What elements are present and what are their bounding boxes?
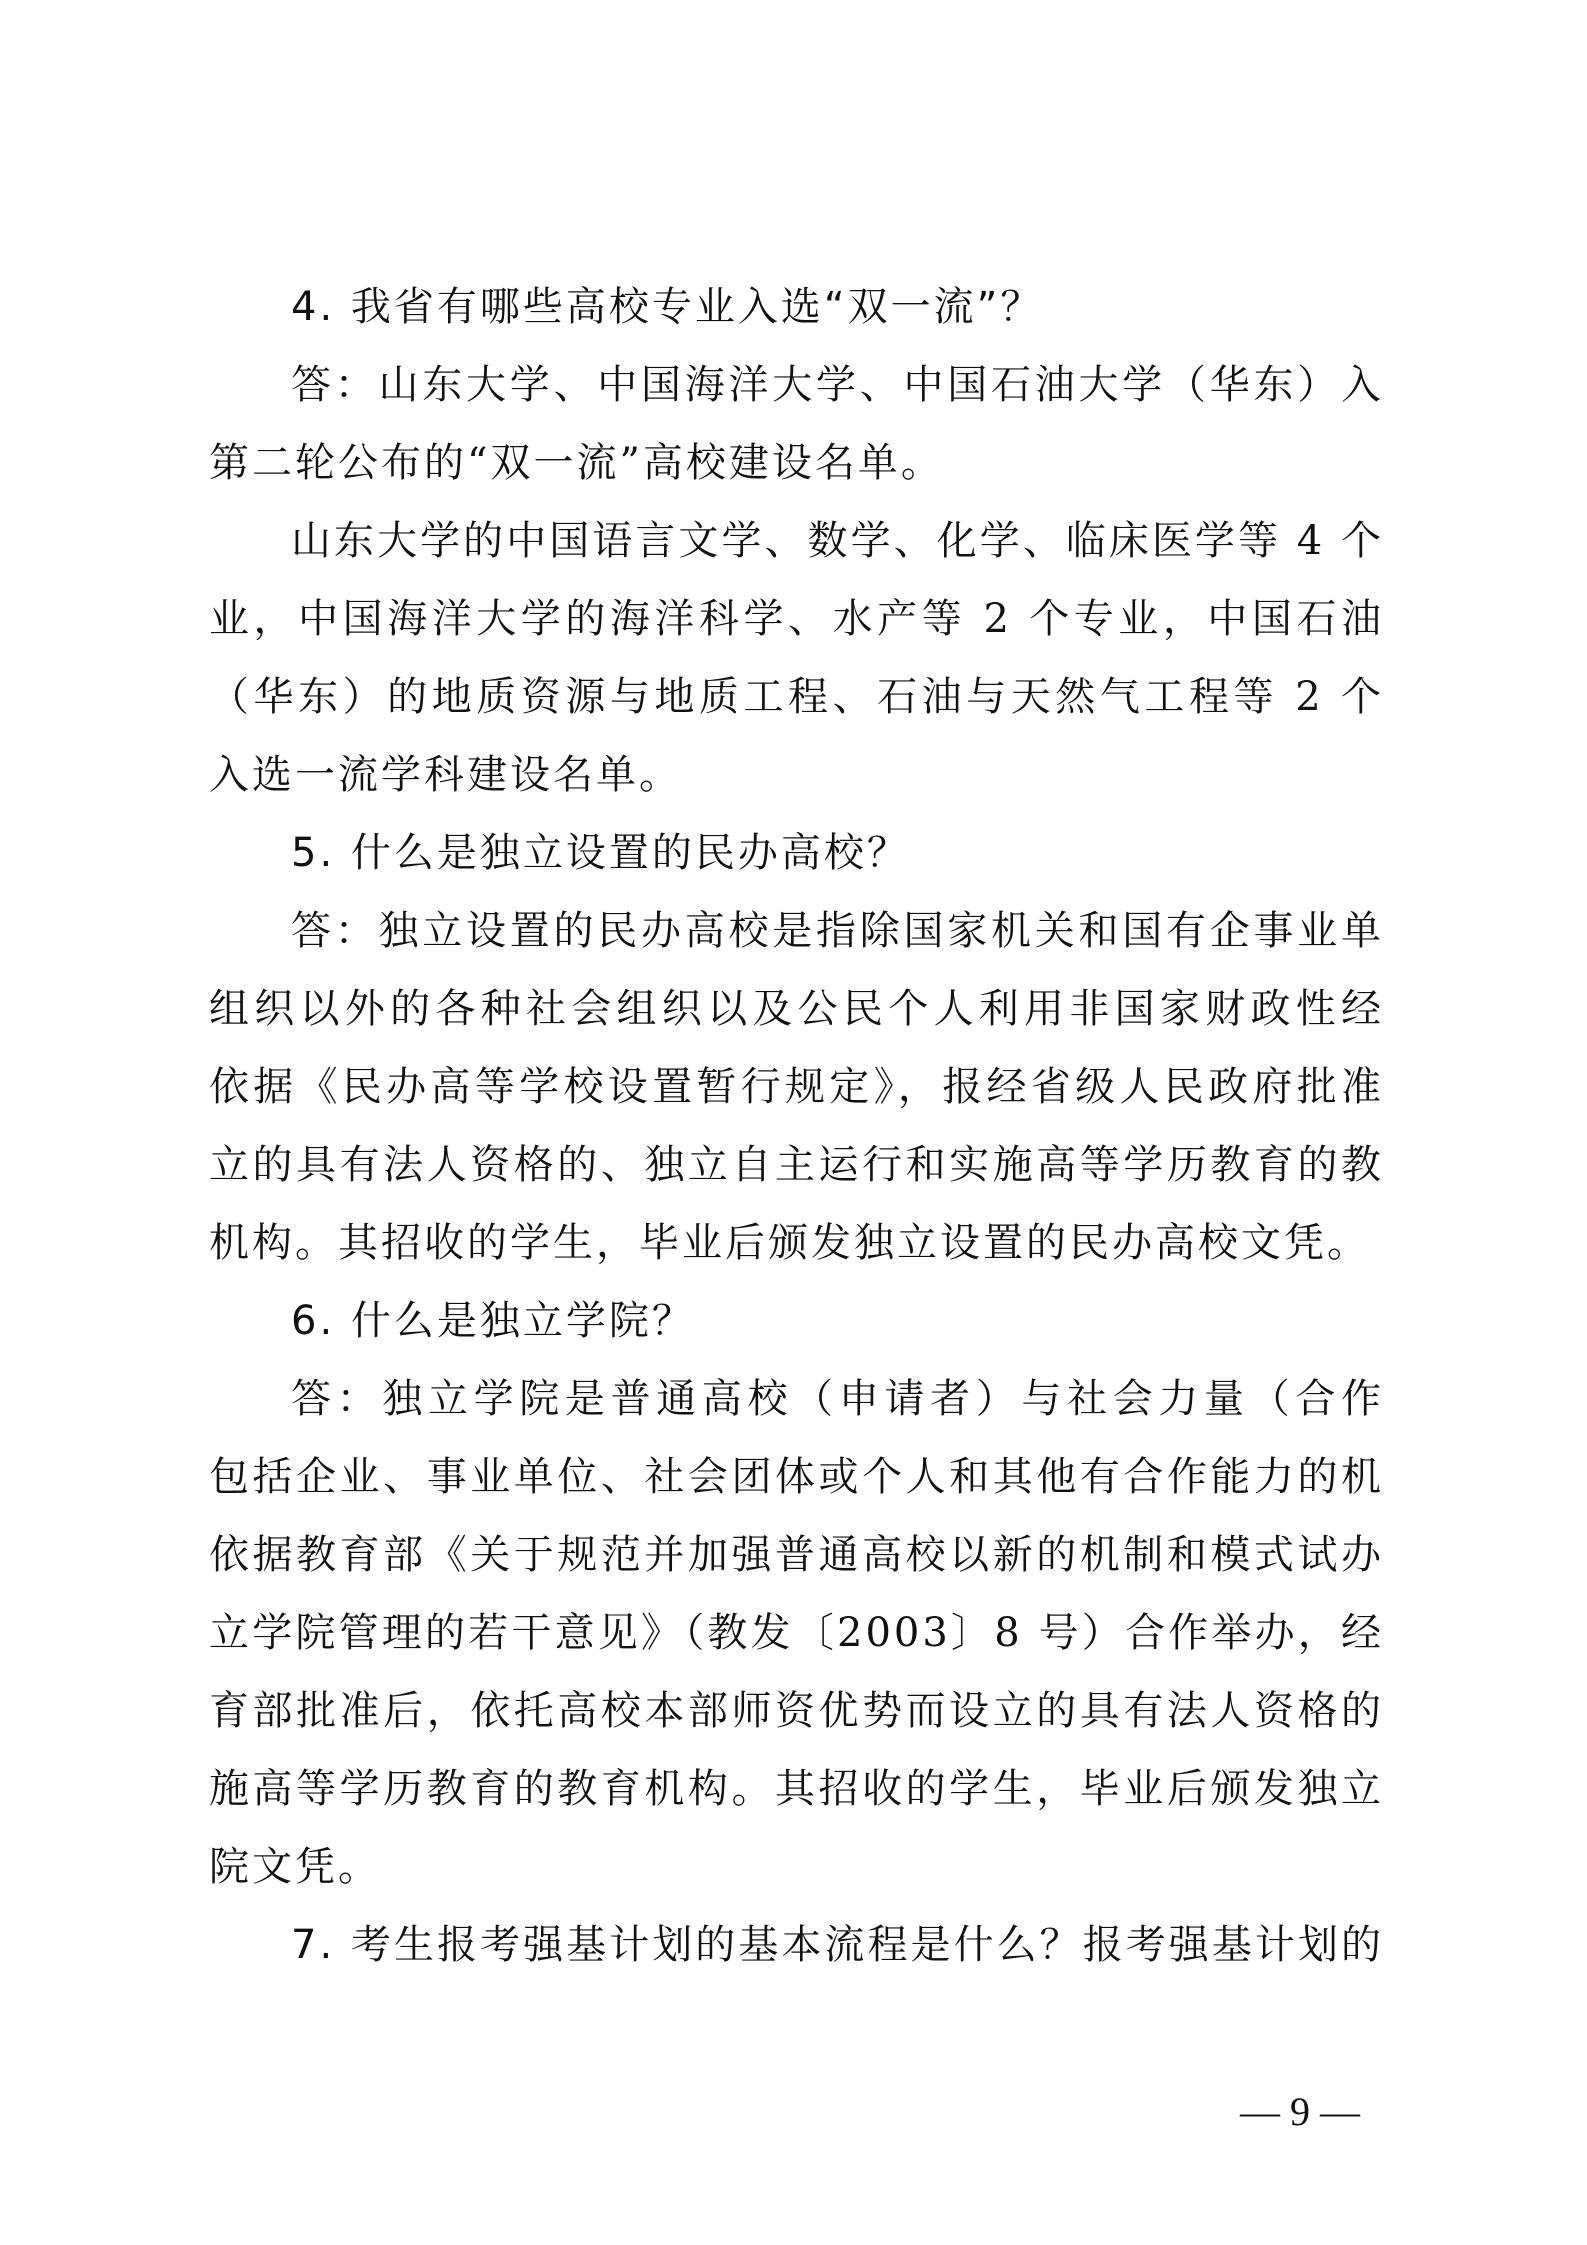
question-heading: 7. 考生报考强基计划的基本流程是什么？报考强基计划的 [291,1922,1384,1968]
paragraph-line: 答：山东大学、中国海洋大学、中国石油大学（华东）入 [291,362,1384,408]
paragraph-line: 答：独立学院是普通高校（申请者）与社会力量（合作 [291,1376,1384,1422]
paragraph-line: 答：独立设置的民办高校是指除国家机关和国有企事业单 [291,908,1384,954]
paragraph-line: 施高等学历教育的教育机构。其招收的学生，毕业后颁发独立 [209,1766,1384,1812]
paragraph-line: 院文凭。 [209,1844,381,1890]
paragraph-line: 立的具有法人资格的、独立自主运行和实施高等学历教育的教 [209,1142,1384,1188]
page-number: — 9 — [1240,2089,1360,2134]
paragraph-line: 组织以外的各种社会组织以及公民个人利用非国家财政性经 [209,986,1384,1032]
document-body [209,268,1384,1984]
paragraph-line: 第二轮公布的“双一流”高校建设名单。 [209,440,944,486]
paragraph-line: 山东大学的中国语言文学、数学、化学、临床医学等 4 个 [291,518,1384,564]
paragraph-line: 依据教育部《关于规范并加强普通高校以新的机制和模式试办 [209,1532,1384,1578]
paragraph-line: 入选一流学科建设名单。 [209,752,682,798]
question-heading: 6. 什么是独立学院？ [291,1298,695,1344]
question-heading: 5. 什么是独立设置的民办高校？ [291,830,910,876]
paragraph-line: 机构。其招收的学生，毕业后颁发独立设置的民办高校文凭。 [209,1220,1370,1266]
paragraph-line: 业，中国海洋大学的海洋科学、水产等 2 个专业，中国石油 [209,596,1384,642]
paragraph-line: 依据《民办高等学校设置暂行规定》，报经省级人民政府批准 [209,1064,1384,1110]
paragraph-line: 包括企业、事业单位、社会团体或个人和其他有合作能力的机 [209,1454,1384,1500]
paragraph-line: 立学院管理的若干意见》（教发〔2003〕8 号）合作举办，经 [209,1610,1384,1656]
paragraph-line: （华东）的地质资源与地质工程、石油与天然气工程等 2 个 [209,674,1384,720]
question-heading: 4. 我省有哪些高校专业入选“双一流”？ [291,284,1044,330]
paragraph-line: 育部批准后，依托高校本部师资优势而设立的具有法人资格的 [209,1688,1384,1734]
